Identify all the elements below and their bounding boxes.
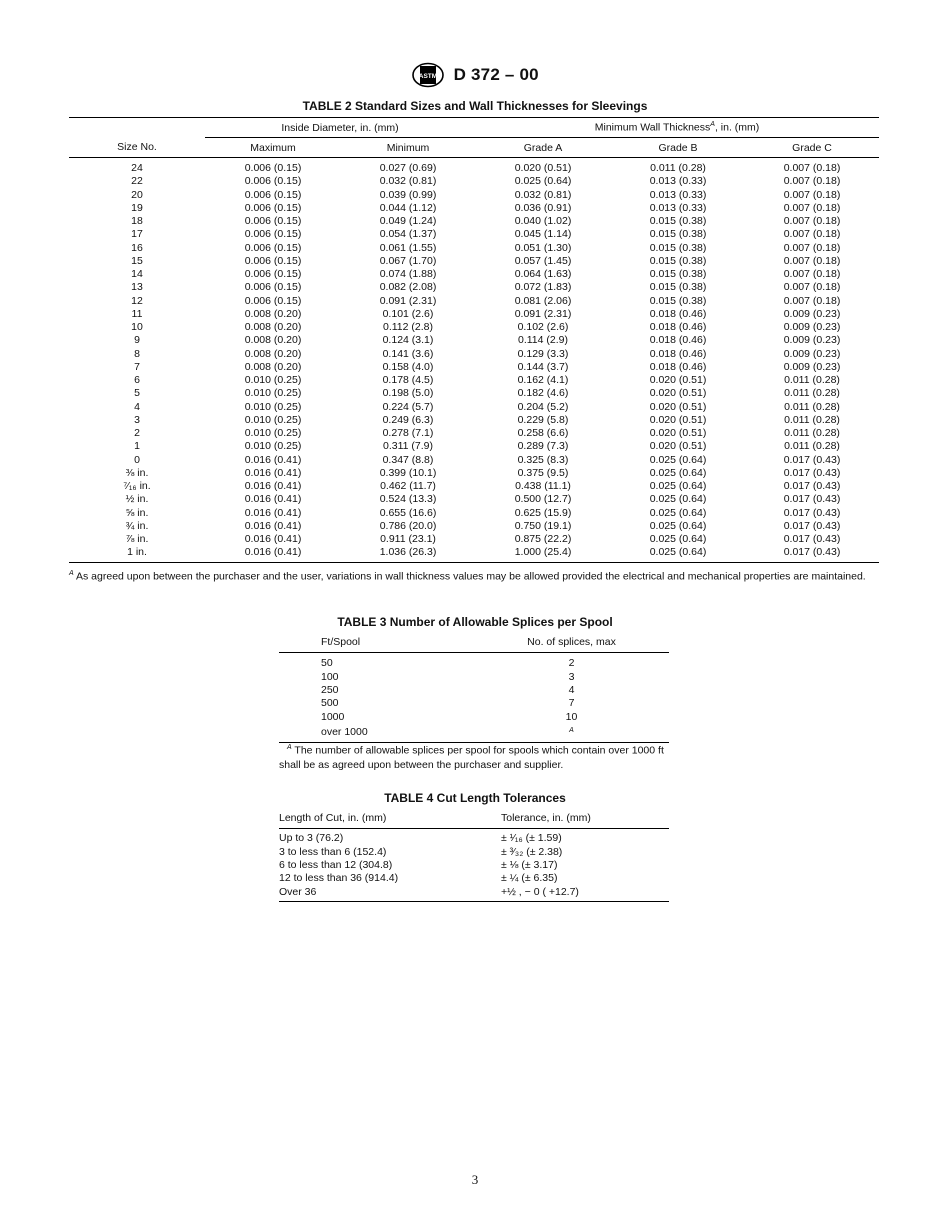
table2-cell-minimum: 0.224 (5.7): [382, 400, 434, 413]
table2-cell-grade-b: 0.015 (0.38): [649, 215, 707, 228]
table2-cell-grade-b: 0.025 (0.64): [649, 493, 707, 506]
table2-cell-grade-a: 0.020 (0.51): [514, 162, 572, 175]
table2-col-grade-c: Grade C: [745, 138, 879, 158]
table2-cell-minimum: 0.039 (0.99): [379, 188, 437, 201]
table2-cell-maximum: 0.006 (0.15): [244, 254, 302, 267]
table2-cell-grade-b: 0.013 (0.33): [649, 175, 707, 188]
table2-cell-size-no: 7: [134, 360, 140, 373]
table2-cell-grade-b: 0.025 (0.64): [649, 519, 707, 532]
table2-cell-maximum: 0.016 (0.41): [244, 506, 302, 519]
table2-cell-grade-a: 0.051 (1.30): [514, 241, 572, 254]
table-row: [279, 653, 669, 671]
table2-cell-grade-b: 0.018 (0.46): [649, 360, 707, 373]
table2-cell-size-no: 9: [134, 334, 140, 347]
table3-cell-splices: 2: [568, 657, 575, 670]
table-row: [69, 427, 879, 440]
table2-cell-grade-b: 0.025 (0.64): [649, 453, 707, 466]
table-row: [69, 454, 879, 467]
table-row: [279, 829, 669, 846]
table-row: [69, 348, 879, 361]
table2-cell-grade-b: 0.015 (0.38): [649, 294, 707, 307]
table2-cell-grade-c: 0.011 (0.28): [784, 374, 840, 387]
table2-cell-size-no: ⁷⁄₁₆ in.: [123, 480, 151, 493]
table2-col-minimum: Minimum: [341, 138, 475, 158]
table2-cell-grade-b: 0.020 (0.51): [649, 427, 707, 440]
table2-cell-grade-b: 0.020 (0.51): [649, 400, 707, 413]
table2-cell-grade-c: 0.017 (0.43): [783, 453, 841, 466]
table2-cell-maximum: 0.010 (0.25): [244, 413, 302, 426]
table2-cell-grade-a: 0.289 (7.3): [517, 440, 569, 453]
table2-cell-grade-b: 0.020 (0.51): [649, 413, 707, 426]
table2-cell-size-no: 15: [131, 254, 143, 267]
table2-cell-grade-c: 0.007 (0.18): [783, 188, 841, 201]
table-row: [279, 711, 669, 724]
table2-cell-grade-a: 0.229 (5.8): [517, 413, 569, 426]
table2-cell-grade-a: 0.064 (1.63): [514, 268, 572, 281]
table2-cell-size-no: 11: [131, 307, 143, 320]
table4-cell-length: 3 to less than 6 (152.4): [279, 845, 387, 858]
table2-cell-grade-b: 0.015 (0.38): [649, 281, 707, 294]
table2-cell-size-no: ¾ in.: [125, 519, 149, 532]
table2-cell-grade-b: 0.025 (0.64): [649, 466, 707, 479]
table2-cell-grade-c: 0.007 (0.18): [783, 281, 841, 294]
table2-cell-minimum: 0.027 (0.69): [379, 162, 437, 175]
table-row: [69, 281, 879, 294]
table2-cell-maximum: 0.006 (0.15): [244, 175, 302, 188]
table3-footnote: $^A$ The number of allowable splices per spool for spools which contain over 1000 ft shall be as agreed upon between the purchaser and supplier.: [279, 744, 664, 771]
table3-col-ft-spool: Ft/Spool: [279, 632, 474, 653]
table2-cell-grade-b: 0.015 (0.38): [649, 241, 707, 254]
table2-cell-maximum: 0.016 (0.41): [244, 533, 302, 546]
table2-cell-size-no: 16: [131, 241, 143, 254]
table2-cell-grade-a: 0.036 (0.91): [514, 201, 572, 214]
table3-cell-splices: 10: [565, 710, 578, 723]
table4-cell-length: 6 to less than 12 (304.8): [279, 858, 393, 871]
table2-caption: TABLE 2 Standard Sizes and Wall Thicknesses for Sleevings: [302, 99, 648, 113]
table2-cell-size-no: 5: [134, 387, 140, 400]
table-row: [69, 533, 879, 546]
table2-cell-size-no: 1 in.: [69, 546, 205, 562]
table4-caption: TABLE 4 Cut Length Tolerances: [384, 791, 566, 805]
table2-cell-maximum: 0.006 (0.15): [244, 281, 302, 294]
page-number: 3: [471, 1172, 479, 1187]
table3-cell-ft-spool: 250: [321, 683, 339, 696]
table2-cell-grade-a: 0.032 (0.81): [514, 188, 572, 201]
table2-cell-grade-b: 0.018 (0.46): [649, 307, 707, 320]
table2-cell-grade-b: 0.025 (0.64): [649, 480, 707, 493]
table2-cell-grade-b: 0.011 (0.28): [650, 162, 706, 175]
table4-col-tolerance: Tolerance, in. (mm): [501, 808, 669, 829]
table2-cell-size-no: 19: [131, 201, 143, 214]
table2-cell-grade-a: 0.091 (2.31): [514, 307, 572, 320]
table2-cell-grade-c: 0.007 (0.18): [783, 241, 841, 254]
table4-cell-length: Up to 3 (76.2): [279, 832, 344, 845]
table2-cell-grade-c: 0.009 (0.23): [783, 307, 841, 320]
table-row: [69, 374, 879, 387]
table2-cell-minimum: 0.198 (5.0): [382, 387, 434, 400]
table3-column-headers: [279, 632, 669, 653]
table2-cell-minimum: 0.044 (1.12): [379, 201, 437, 214]
table2-cell-size-no: 4: [134, 400, 140, 413]
table2-cell-minimum: 0.124 (3.1): [382, 334, 434, 347]
table-row: [69, 493, 879, 506]
table2-cell-size-no: 22: [131, 175, 143, 188]
table2-cell-grade-a: 0.072 (1.83): [514, 281, 572, 294]
table2-cell-grade-a: 0.258 (6.6): [517, 427, 569, 440]
table-row: [69, 467, 879, 480]
table3-cell-splices: 3: [568, 670, 575, 683]
table2-cell-grade-b: 0.018 (0.46): [649, 334, 707, 347]
table2-cell-grade-c: 0.017 (0.43): [783, 480, 841, 493]
table2-cell-minimum: 0.399 (10.1): [379, 466, 437, 479]
table2-cell-grade-b: 0.018 (0.46): [649, 321, 707, 334]
table2-cell-grade-b: 0.020 (0.51): [649, 440, 707, 453]
table2-cell-maximum: 0.016 (0.41): [244, 493, 302, 506]
table3-cell-ft-spool: 100: [321, 670, 339, 683]
table-row: [69, 215, 879, 228]
table2-cell-maximum: 0.010 (0.25): [244, 440, 302, 453]
table2-cell-size-no: 8: [134, 347, 140, 360]
table2-cell-minimum: 0.347 (8.8): [382, 453, 434, 466]
table2-cell-maximum: 0.008 (0.20): [244, 307, 302, 320]
table2-cell-size-no: 14: [131, 268, 143, 281]
document-number: D 372 – 00: [453, 65, 539, 84]
table-row: [69, 202, 879, 215]
table2-cell-minimum: 0.049 (1.24): [379, 215, 437, 228]
table2-cell-minimum: 0.061 (1.55): [379, 241, 437, 254]
table2-cell-maximum: 0.010 (0.25): [244, 427, 302, 440]
table2-cell-minimum: 0.032 (0.81): [379, 175, 437, 188]
table2-cell-grade-b: 0.025 (0.64): [649, 506, 707, 519]
table2-cell-maximum: 0.010 (0.25): [244, 387, 302, 400]
table2-cell-size-no: 13: [131, 281, 143, 294]
table2-cell-maximum: 0.016 (0.41): [205, 546, 341, 562]
table2-col-grade-a: Grade A: [475, 138, 611, 158]
table2-cell-grade-a: 0.204 (5.2): [517, 400, 569, 413]
table3-caption: TABLE 3 Number of Allowable Splices per Spool: [337, 615, 613, 629]
table2-cell-size-no: 10: [131, 321, 143, 334]
table-row: [69, 507, 879, 520]
table2-cell-grade-b: 0.015 (0.38): [649, 228, 707, 241]
table2-cell-grade-c: 0.011 (0.28): [784, 413, 840, 426]
table2-cell-grade-a: 0.040 (1.02): [514, 215, 572, 228]
table-row: [69, 175, 879, 188]
table2-cell-minimum: 0.101 (2.6): [382, 307, 434, 320]
table2-cell-minimum: 0.786 (20.0): [379, 519, 437, 532]
table2-group-wall-thickness: Minimum Wall Thickness$^A$, in. (mm): [475, 118, 879, 138]
table2-cell-size-no: ½ in.: [125, 493, 149, 506]
table2-cell-grade-a: 0.162 (4.1): [517, 374, 569, 387]
table-row: [69, 440, 879, 453]
table-row: [69, 480, 879, 493]
table2-cell-grade-c: 0.009 (0.23): [783, 347, 841, 360]
table3-cell-ft-spool: 500: [321, 697, 339, 710]
table2-cell-size-no: 24: [131, 162, 143, 175]
table-row: [69, 255, 879, 268]
table2-cell-grade-a: 1.000 (25.4): [475, 546, 611, 562]
astm-logo-text: ASTM: [418, 73, 438, 80]
table3-cell-splices: A: [474, 724, 669, 743]
table4-cell-tolerance: ± ¹⁄₁₆ (± 1.59): [501, 832, 562, 845]
table2-cell-minimum: 0.074 (1.88): [379, 268, 437, 281]
table2-cell-size-no: 17: [131, 228, 143, 241]
table2-cell-minimum: 0.249 (6.3): [382, 413, 434, 426]
table2-cell-minimum: 0.655 (16.6): [379, 506, 437, 519]
table2-cell-grade-b: 0.015 (0.38): [649, 254, 707, 267]
table2-cell-grade-b: 0.013 (0.33): [649, 201, 707, 214]
table2-cell-grade-b: 0.020 (0.51): [649, 374, 707, 387]
table3-cell-splices: 4: [568, 683, 575, 696]
table2-cell-grade-c: 0.017 (0.43): [783, 533, 841, 546]
table2-cell-grade-a: 0.045 (1.14): [514, 228, 572, 241]
table2-cell-minimum: 1.036 (26.3): [341, 546, 475, 562]
table2-cell-grade-c: 0.009 (0.23): [783, 334, 841, 347]
table3-col-splices: No. of splices, max: [474, 632, 669, 653]
table-row: [69, 295, 879, 308]
table4-cell-tolerance: ± ³⁄₃₂ (± 2.38): [501, 845, 563, 858]
table2-cell-maximum: 0.008 (0.20): [244, 360, 302, 373]
table4-cell-length: 12 to less than 36 (914.4): [279, 872, 399, 885]
table4: [279, 808, 669, 902]
table2-cell-maximum: 0.006 (0.15): [244, 268, 302, 281]
table-row: [279, 697, 669, 710]
table2-footnote: $^A$ As agreed upon between the purchaser and the user, variations in wall thickness values may be allowed provided the electrical and mechanical properties are maintained.: [69, 570, 866, 583]
table-row: [69, 242, 879, 255]
table-row: [69, 228, 879, 241]
table4-cell-tolerance: ± ¼ (± 6.35): [501, 872, 558, 885]
table4-cell-length: Over 36: [279, 886, 501, 902]
table-row: [69, 546, 879, 562]
table2-cell-grade-c: 0.007 (0.18): [783, 201, 841, 214]
table-row: [279, 670, 669, 683]
table2-cell-grade-c: 0.017 (0.43): [783, 506, 841, 519]
table2-col-grade-b: Grade B: [611, 138, 745, 158]
table2-column-headers: [69, 138, 879, 158]
table2-cell-minimum: 0.054 (1.37): [379, 228, 437, 241]
table-row: [69, 308, 879, 321]
table-row: [279, 872, 669, 885]
table4-column-headers: [279, 808, 669, 829]
table2-cell-minimum: 0.141 (3.6): [382, 347, 434, 360]
table2-cell-maximum: 0.006 (0.15): [244, 241, 302, 254]
table2-cell-grade-b: 0.020 (0.51): [649, 387, 707, 400]
table2-cell-grade-c: 0.011 (0.28): [784, 387, 840, 400]
table-row: [69, 414, 879, 427]
table2-cell-grade-c: 0.011 (0.28): [784, 400, 840, 413]
table2-cell-grade-a: 0.375 (9.5): [517, 466, 569, 479]
table-row: [279, 859, 669, 872]
table2-cell-grade-c: 0.017 (0.43): [783, 519, 841, 532]
table2-cell-maximum: 0.006 (0.15): [244, 201, 302, 214]
table2-cell-grade-c: 0.007 (0.18): [783, 268, 841, 281]
table2-cell-minimum: 0.067 (1.70): [379, 254, 437, 267]
table2-cell-maximum: 0.006 (0.15): [244, 215, 302, 228]
table2-cell-minimum: 0.311 (7.9): [382, 440, 433, 453]
table2-cell-size-no: 6: [134, 374, 140, 387]
table2-cell-grade-b: 0.025 (0.64): [649, 533, 707, 546]
table2-cell-grade-a: 0.325 (8.3): [517, 453, 569, 466]
table2-cell-grade-a: 0.438 (11.1): [515, 480, 571, 493]
table2-cell-maximum: 0.016 (0.41): [244, 480, 302, 493]
table2-cell-size-no: ⅜ in.: [125, 466, 149, 479]
table2-cell-grade-a: 0.102 (2.6): [517, 321, 569, 334]
page-header: [0, 62, 950, 88]
table2-cell-grade-c: 0.007 (0.18): [783, 215, 841, 228]
table3-cell-ft-spool: 1000: [321, 710, 345, 723]
table2-cell-maximum: 0.006 (0.15): [244, 294, 302, 307]
table2-cell-grade-c: 0.009 (0.23): [783, 321, 841, 334]
table2-cell-size-no: 12: [131, 294, 143, 307]
table2-cell-maximum: 0.016 (0.41): [244, 519, 302, 532]
table2-cell-grade-c: 0.007 (0.18): [783, 228, 841, 241]
table2-cell-size-no: 20: [131, 188, 143, 201]
table2-cell-grade-a: 0.025 (0.64): [514, 175, 572, 188]
table2-cell-grade-a: 0.114 (2.9): [517, 334, 568, 347]
table2-cell-size-no: ⅝ in.: [125, 506, 149, 519]
table2-cell-grade-c: 0.007 (0.18): [783, 254, 841, 267]
table-row: [69, 268, 879, 281]
table2-cell-maximum: 0.006 (0.15): [244, 162, 302, 175]
table2-cell-maximum: 0.008 (0.20): [244, 334, 302, 347]
table2-cell-maximum: 0.006 (0.15): [244, 228, 302, 241]
table2-cell-minimum: 0.462 (11.7): [380, 480, 436, 493]
table3: [279, 632, 669, 743]
table2-cell-grade-a: 0.750 (19.1): [514, 519, 572, 532]
table-row: [69, 158, 879, 176]
table-row: [69, 401, 879, 414]
table2-cell-maximum: 0.010 (0.25): [244, 374, 302, 387]
table2-cell-grade-c: 0.007 (0.18): [783, 175, 841, 188]
table2-cell-grade-c: 0.009 (0.23): [783, 360, 841, 373]
table2-cell-grade-a: 0.182 (4.6): [517, 387, 569, 400]
table-row: [279, 886, 669, 902]
table2-cell-maximum: 0.016 (0.41): [244, 453, 302, 466]
table2-cell-grade-c: 0.017 (0.43): [745, 546, 879, 562]
table3-cell-ft-spool: 50: [321, 657, 333, 670]
table-row: [279, 684, 669, 697]
table2-cell-grade-c: 0.011 (0.28): [784, 440, 840, 453]
table2-cell-maximum: 0.008 (0.20): [244, 321, 302, 334]
table2-cell-maximum: 0.006 (0.15): [244, 188, 302, 201]
table4-cell-tolerance: ± ⅛ (± 3.17): [501, 858, 558, 871]
table2-cell-grade-a: 0.057 (1.45): [514, 254, 572, 267]
table2-cell-size-no: ⅞ in.: [125, 533, 149, 546]
table2-cell-grade-a: 0.625 (15.9): [514, 506, 572, 519]
table-row: [69, 520, 879, 533]
table-row: [279, 845, 669, 858]
table2-cell-minimum: 0.524 (13.3): [379, 493, 437, 506]
table2-cell-grade-c: 0.017 (0.43): [783, 493, 841, 506]
table-row: [69, 387, 879, 400]
table2-cell-grade-c: 0.011 (0.28): [784, 427, 840, 440]
table2-cell-grade-c: 0.007 (0.18): [783, 294, 841, 307]
table2-cell-size-no: 3: [134, 413, 140, 426]
table2-cell-minimum: 0.091 (2.31): [379, 294, 437, 307]
table2-cell-size-no: 2: [134, 427, 140, 440]
table2-cell-grade-c: 0.017 (0.43): [783, 466, 841, 479]
table2-cell-grade-a: 0.081 (2.06): [514, 294, 572, 307]
table-row: [69, 334, 879, 347]
table-row: [69, 321, 879, 334]
table2-cell-size-no: 1: [134, 440, 140, 453]
table-row: [69, 361, 879, 374]
table2-cell-maximum: 0.016 (0.41): [244, 466, 302, 479]
table2-cell-grade-a: 0.875 (22.2): [514, 533, 572, 546]
table2-cell-grade-c: 0.007 (0.18): [783, 162, 841, 175]
table2-cell-size-no: 18: [131, 215, 143, 228]
table2-cell-grade-b: 0.013 (0.33): [649, 188, 707, 201]
astm-logo-icon: [411, 62, 445, 88]
table2-cell-minimum: 0.278 (7.1): [382, 427, 434, 440]
table2-cell-maximum: 0.010 (0.25): [244, 400, 302, 413]
table2: [69, 117, 879, 563]
table3-cell-ft-spool: over 1000: [279, 724, 474, 743]
table2-cell-grade-b: 0.018 (0.46): [649, 347, 707, 360]
table2-cell-minimum: 0.911 (23.1): [380, 533, 436, 546]
table2-cell-grade-a: 0.144 (3.7): [517, 360, 569, 373]
table2-col-size-no: Size No.: [69, 138, 205, 158]
table2-cell-grade-b: 0.025 (0.64): [611, 546, 745, 562]
table2-cell-minimum: 0.158 (4.0): [382, 360, 434, 373]
table2-cell-minimum: 0.082 (2.08): [379, 281, 437, 294]
table4-cell-tolerance: +½ , − 0 ( +12.7): [501, 886, 669, 902]
table4-col-length: Length of Cut, in. (mm): [279, 808, 501, 829]
table2-cell-size-no: 0: [134, 453, 140, 466]
table2-cell-grade-a: 0.129 (3.3): [517, 347, 569, 360]
table2-cell-minimum: 0.112 (2.8): [382, 321, 433, 334]
table2-cell-grade-a: 0.500 (12.7): [514, 493, 572, 506]
table2-cell-minimum: 0.178 (4.5): [382, 374, 434, 387]
table2-col-maximum: Maximum: [205, 138, 341, 158]
table2-cell-grade-b: 0.015 (0.38): [649, 268, 707, 281]
table3-cell-splices: 7: [568, 697, 575, 710]
table2-cell-maximum: 0.008 (0.20): [244, 347, 302, 360]
table-row: [69, 189, 879, 202]
table2-group-inside-diameter: Inside Diameter, in. (mm): [205, 118, 475, 138]
